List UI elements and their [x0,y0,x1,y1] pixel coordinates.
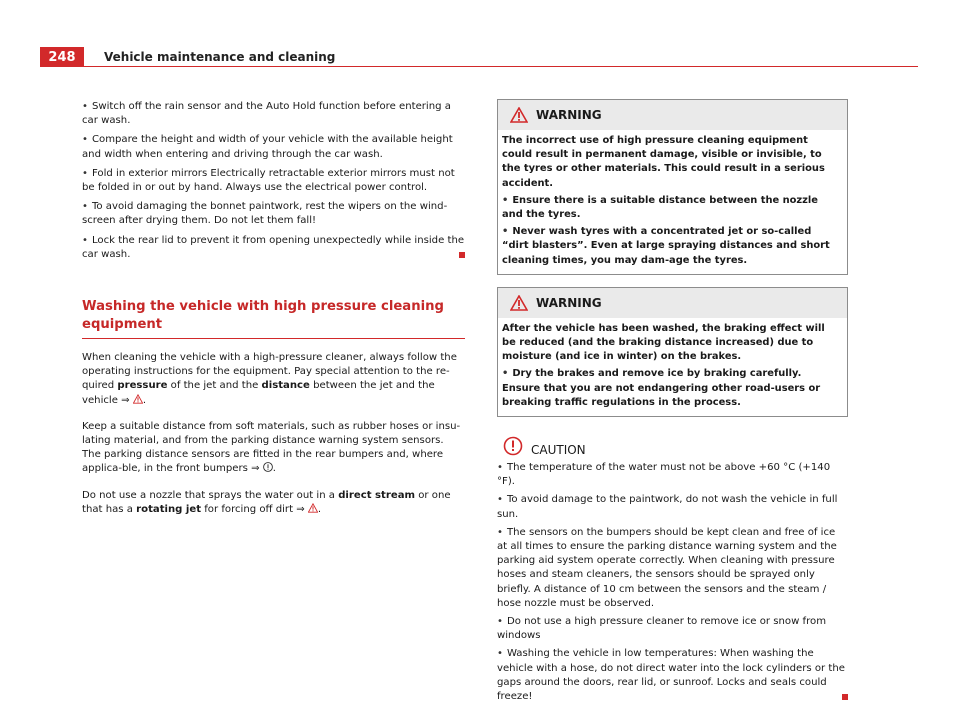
end-square-icon [459,252,465,258]
warning-box-brakes [497,287,848,417]
bullet-icon: • [502,226,509,238]
bullet-icon: • [82,234,88,246]
list-item: • Washing the vehicle in low temperatures: When washing the vehicle with a hose, do not direct water into the lock cylinders or the gaps around the doors, rear lid, or sunroof. Locks and seals could freeze! [497,647,848,704]
bullet-icon: • [82,167,88,179]
warning-header [498,288,847,318]
list-item: • The sensors on the bumpers should be kept clean and free of ice at all times to ensure the parking distance warning system and the parking aid system operate correctly. When cleaning with pressure hoses and steam cleaners, the sensors should be sprayed only briefly. A distance of 10 cm between the sensors and the steam / hose nozzle must be observed. [497,526,837,609]
list-item: • Dry the brakes and remove ice by braking carefully. Ensure that you are not endangering other road-users or breaking traffic regulations in the process. [502,368,821,408]
running-head-title: Vehicle maintenance and cleaning [104,50,336,64]
bullet-icon: • [497,494,503,506]
list-item: • To avoid damaging the bonnet paintwork, rest the wipers on the wind-screen after drying them. Do not let them fall! [82,201,448,227]
warning-header [498,100,847,130]
warning-intro: The incorrect use of high pressure cleaning equipment could result in permanent damage, visible or invisible, to the tyres or other materials. This could result in a serious accident. [502,135,825,189]
list-item: • Never wash tyres with a concentrated jet or so-called “dirt blasters”. Even at large spraying distances and short cleaning times, you may dam-age the tyres. [502,226,830,266]
warning-triangle-icon[interactable] [308,503,318,513]
warning-triangle-icon [510,295,528,311]
bullet-icon: • [502,368,509,380]
caution-body [497,461,848,704]
list-item: • To avoid damage to the paintwork, do not wash the vehicle in full sun. [497,494,838,520]
bullet-icon: • [497,462,503,474]
bullet-icon: • [82,101,88,112]
list-item: • Do not use a high pressure cleaner to remove ice or snow from windows [497,616,827,642]
warning-triangle-icon [510,107,528,123]
list-item: • Compare the height and width of your vehicle with the available height and width when entering and driving through the car wash. [82,134,453,160]
paragraph-distance: Keep a suitable distance from soft materials, such as rubber hoses or insu-lating material, and from the parking distance warning system sensors. The parking distance sensors are fitted in the rear bumpers and, where applica-ble, in the front bumpers ⇒ . [82,420,461,475]
caution-header [503,435,848,457]
warning-body [498,318,847,416]
section-heading: Washing the vehicle with high pressure cleaning equipment [82,298,465,339]
caution-title: CAUTION [531,443,586,458]
page-number: 248 [40,47,84,67]
bullet-icon: • [502,194,509,206]
bullet-icon: • [497,526,503,538]
warning-intro: After the vehicle has been washed, the braking effect will be reduced (and the braking distance increased) due to moisture (and ice in winter) on the brakes. [502,322,825,363]
warning-body [498,130,847,274]
warning-triangle-icon[interactable] [133,394,143,404]
paragraph-nozzle: Do not use a nozzle that sprays the water out in a direct stream or one that has a rotating jet for forcing off dirt ⇒ . [82,489,451,515]
caution-circle-icon [503,436,523,456]
list-item: • Switch off the rain sensor and the Auto Hold function before entering a car wash. [82,101,451,127]
left-column [82,100,465,517]
warning-box-tyres [497,99,848,275]
list-item: • Fold in exterior mirrors Electrically retractable exterior mirrors must not be folded in or out by hand. Always use the electrical power control. [82,167,455,194]
bullet-icon: • [82,201,88,213]
end-square-icon [842,694,848,700]
paragraph-pressure: When cleaning the vehicle with a high-pressure cleaner, always follow the operating instructions for the equipment. Pay special attention to the re-quired pressure of the jet and the distance between the jet and the vehicle ⇒ . [82,352,457,406]
warning-title: WARNING [536,295,602,310]
bullet-icon: • [82,134,88,146]
warning-title: WARNING [536,108,602,122]
list-item: • Ensure there is a suitable distance between the nozzle and the tyres. [502,194,819,221]
list-item: • Lock the rear lid to prevent it from opening unexpectedly while inside the car wash. [82,234,465,260]
caution-circle-icon[interactable] [263,462,273,472]
bullet-icon: • [497,616,503,628]
header-rule [84,66,918,67]
list-item: • The temperature of the water must not be above +60 °C (+140 °F). [497,462,831,488]
bullet-icon: • [497,648,503,660]
right-column [497,99,848,708]
